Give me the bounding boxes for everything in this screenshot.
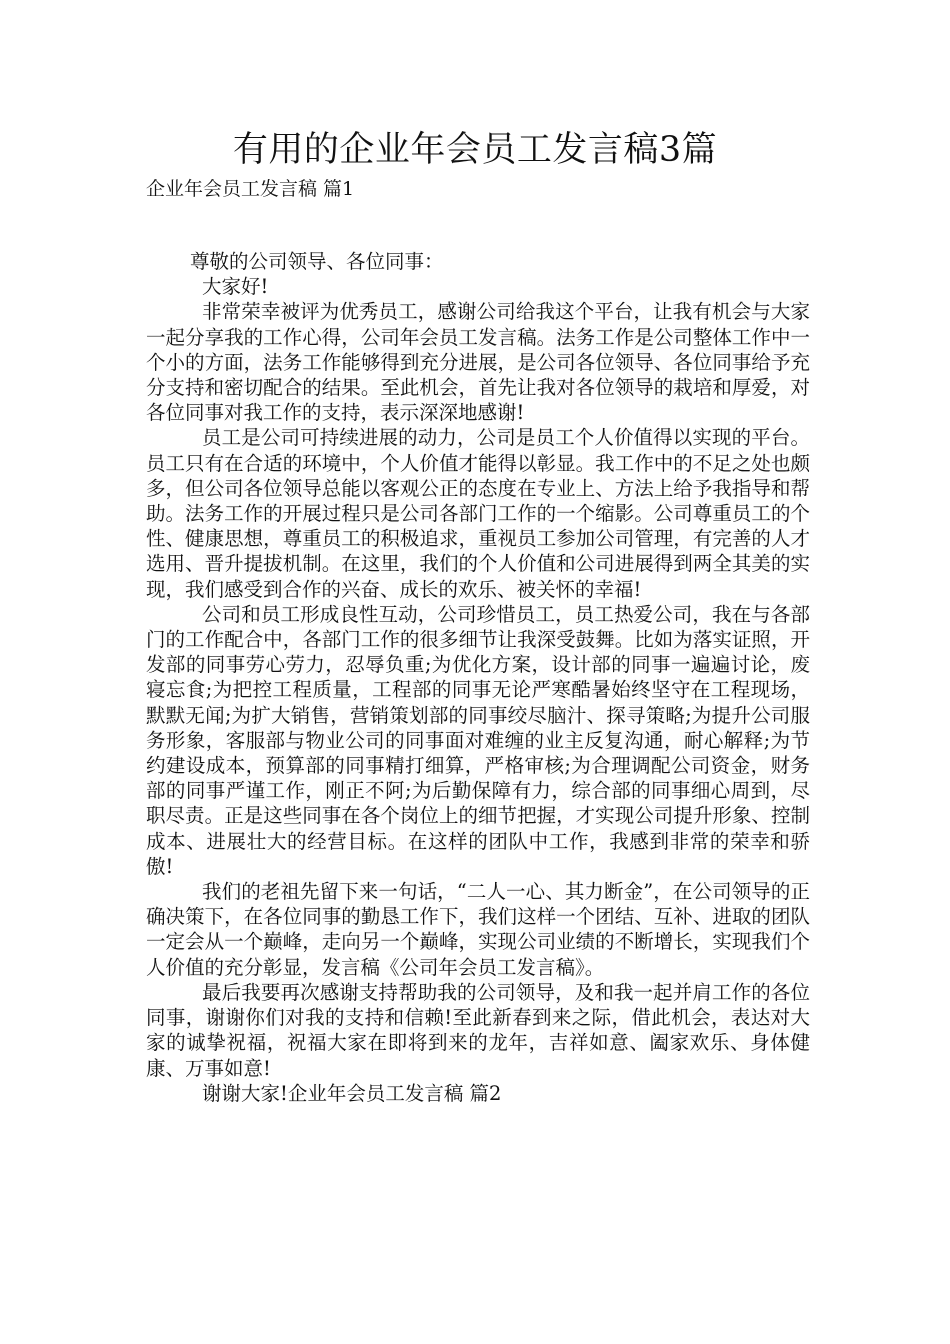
section-heading: 企业年会员工发言稿 篇1 — [146, 178, 355, 200]
paragraph-2: 员工是公司可持续进展的动力，公司是员工个人价值得以实现的平台。员工只有在合适的环境中，个人价值才能得以彰显。我工作中的不足之处也颇多，但公司各位领导总能以客观公正的态度在专业上、方法上给予我指导和帮助。法务工作的开展过程只是公司各部门工作的一个缩影。公司尊重员工的个性、健康思想，尊重员工的积极追求，重视员工参加公司管理，有完善的人才选用、晋升提拔机制。在这里，我们的个人价值和公司进展得到两全其美的实现，我们感受到合作的兴奋、成长的欢乐、被关怀的幸福! — [146, 426, 810, 601]
document-title: 有用的企业年会员工发言稿3篇 — [232, 130, 718, 170]
greeting: 大家好! — [202, 275, 269, 299]
paragraph-3: 公司和员工形成良性互动，公司珍惜员工，员工热爱公司，我在与各部门的工作配合中，各部门工作的很多细节让我深受鼓舞。比如为落实证照，开发部的同事劳心劳力，忍辱负重;为优化方案，设计部的同事一遍遍讨论，废寝忘食;为把控工程质量，工程部的同事无论严寒酷暑始终坚守在工程现场，默默无闻;为扩大销售，营销策划部的同事绞尽脑汁、探寻策略;为提升公司服务形象，客服部与物业公司的同事面对难缠的业主反复沟通，耐心解释;为节约建设成本，预算部的同事精打细算，严格审核;为合理调配公司资金，财务部的同事严谨工作，刚正不阿;为后勤保障有力，综合部的同事细心周到，尽职尽责。正是这些同事在各个岗位上的细节把握，才实现公司提升形象、控制成本、进展壮大的经营目标。在这样的团队中工作，我感到非常的荣幸和骄傲! — [146, 602, 810, 878]
paragraph-1: 非常荣幸被评为优秀员工，感谢公司给我这个平台，让我有机会与大家一起分享我的工作心得，公司年会员工发言稿。法务工作是公司整体工作中一个小的方面，法务工作能够得到充分进展，是公司各位领导、各位同事给予充分支持和密切配合的结果。至此机会，首先让我对各位领导的栽培和厚爱，对各位同事对我工作的支持，表示深深地感谢! — [146, 300, 810, 425]
document-body — [146, 249, 810, 1106]
paragraph-6: 谢谢大家!企业年会员工发言稿 篇2 — [202, 1081, 502, 1105]
paragraph-4: 我们的老祖先留下来一句话，“二人一心、其力断金”，在公司领导的正确决策下，在各位同事的勤恳工作下，我们这样一个团结、互补、进取的团队一定会从一个巅峰，走向另一个巅峰，实现公司业绩的不断增长，实现我们个人价值的充分彰显，发言稿《公司年会员工发言稿》。 — [146, 880, 810, 979]
salutation: 尊敬的公司领导、各位同事： — [190, 250, 444, 273]
paragraph-5: 最后我要再次感谢支持帮助我的公司领导，及和我一起并肩工作的各位同事，谢谢你们对我的支持和信赖!至此新春到来之际，借此机会，表达对大家的诚挚祝福，祝福大家在即将到来的龙年，吉祥如意、阖家欢乐、身体健康、万事如意! — [146, 980, 810, 1080]
